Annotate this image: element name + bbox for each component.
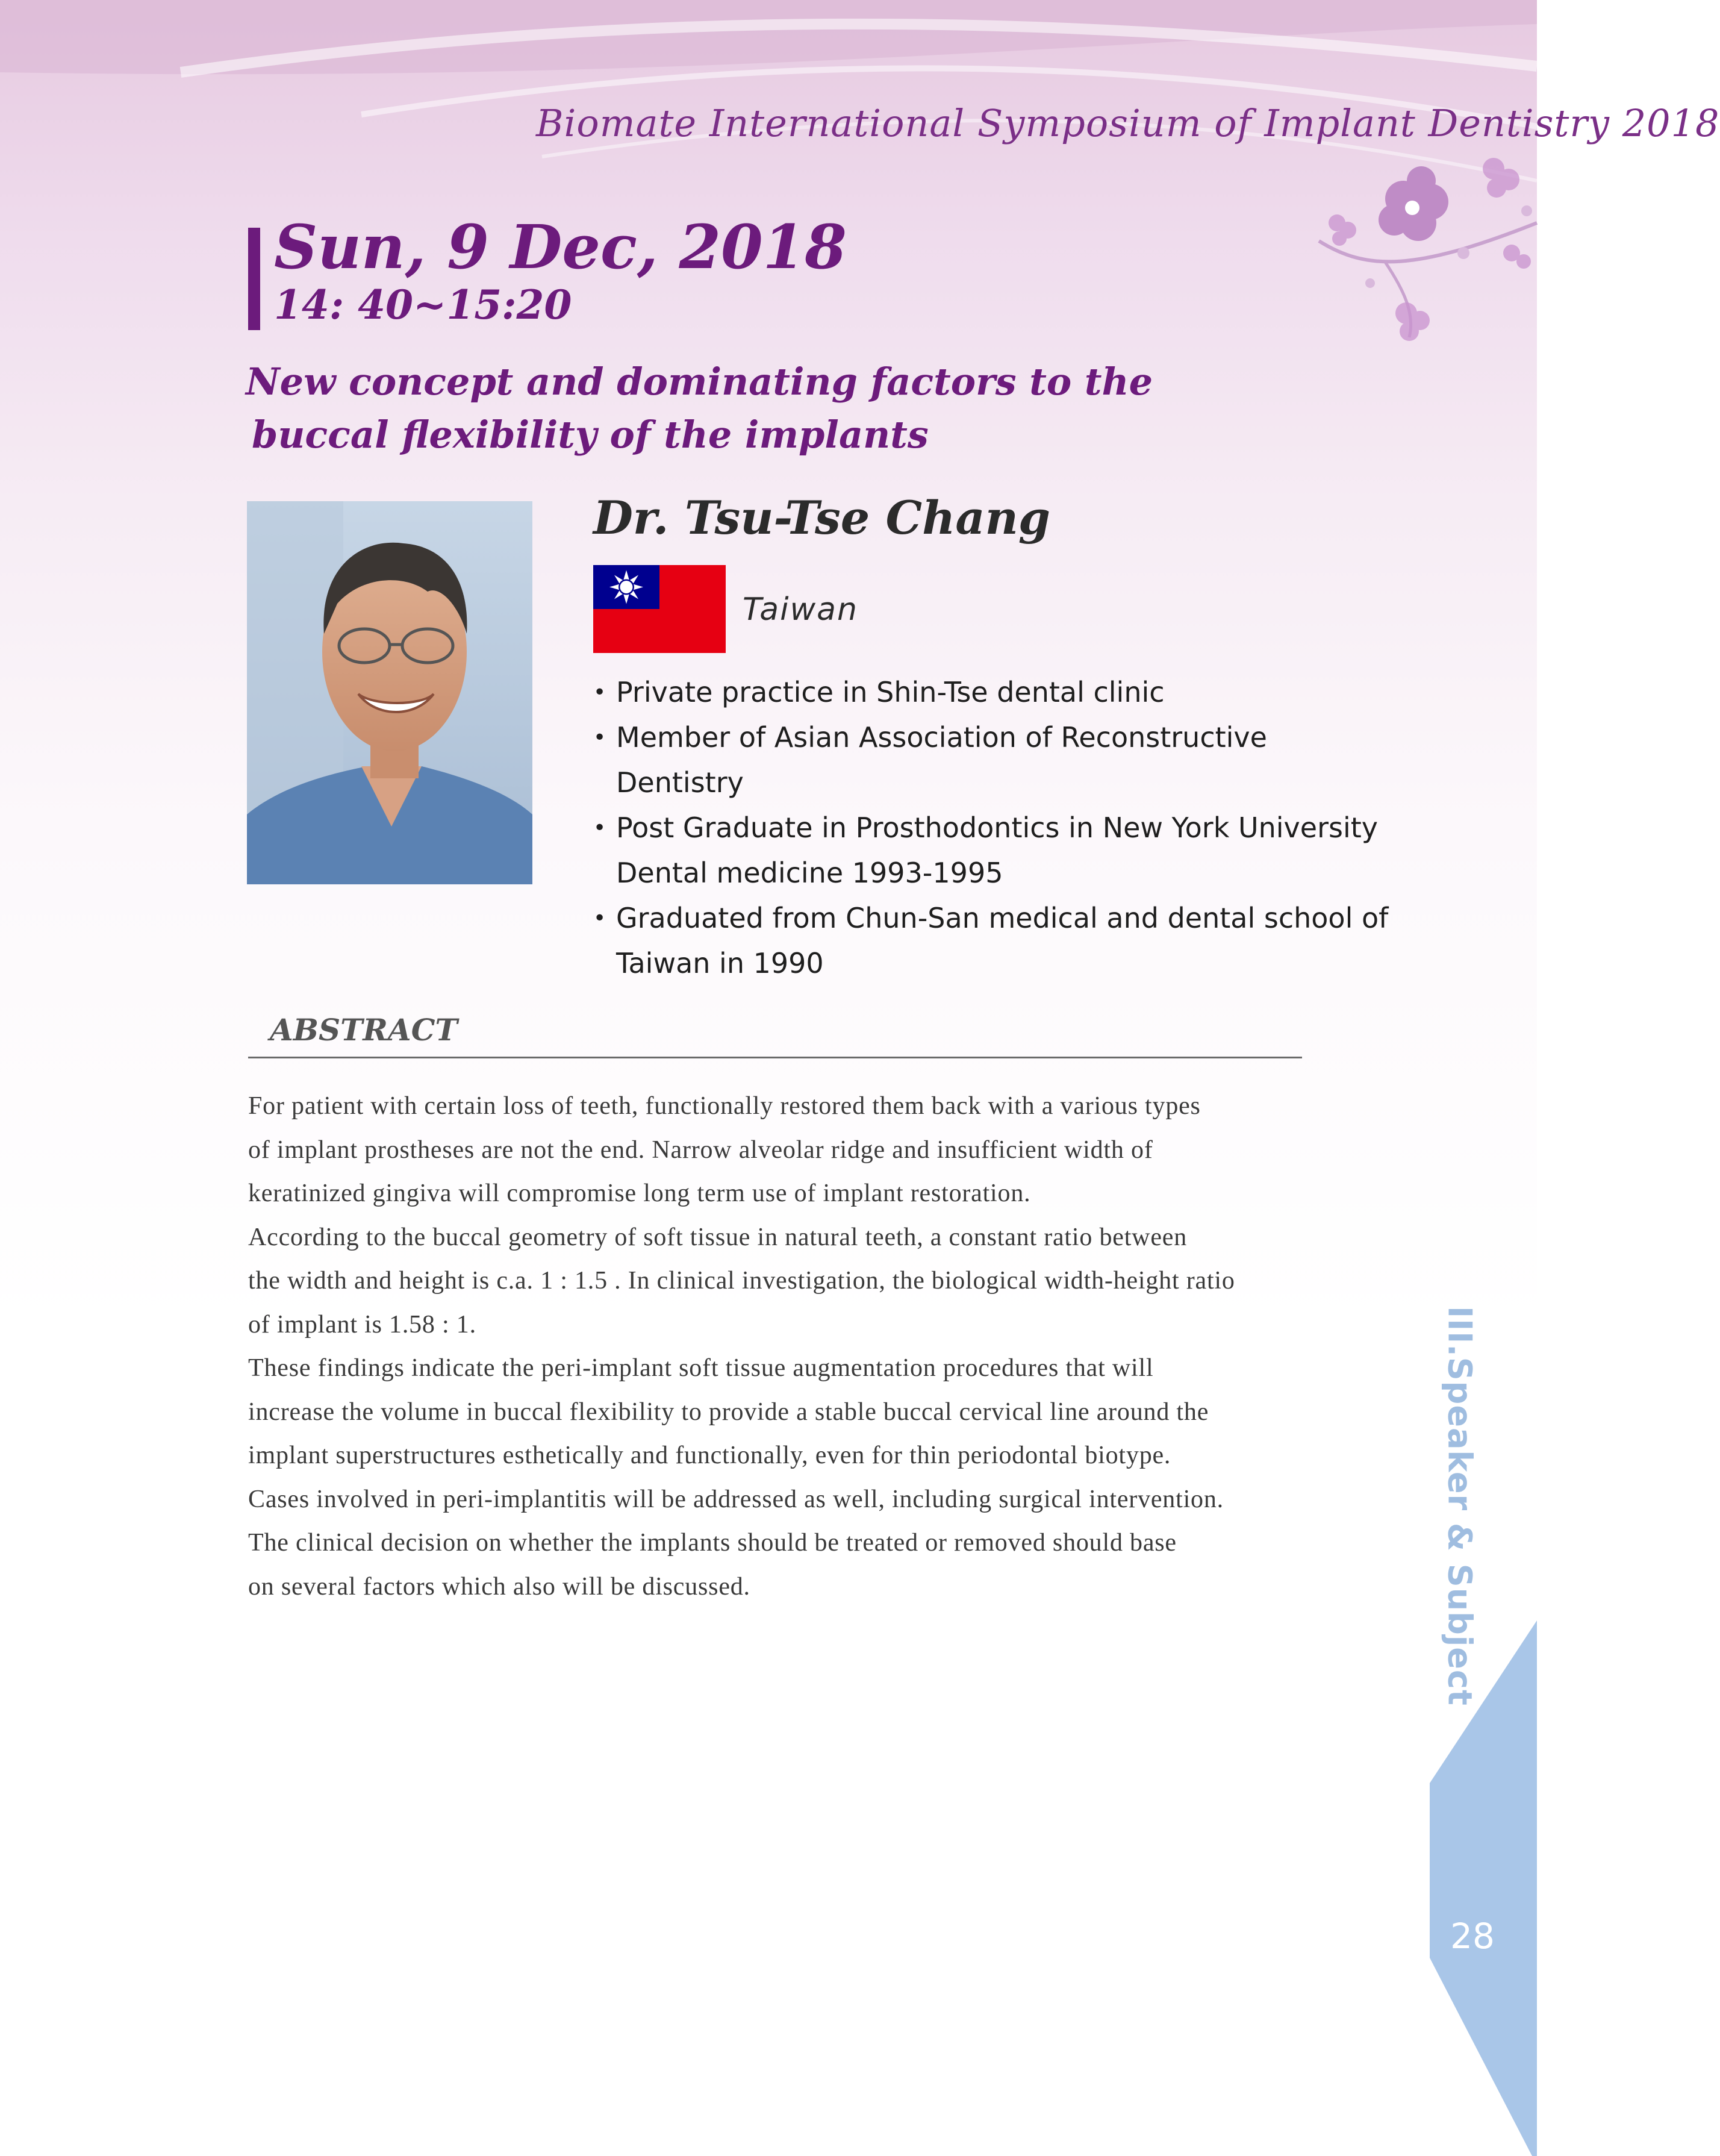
page-tab-decoration <box>1430 1620 1537 2156</box>
bio-item-line: • Member of Asian Association of Reconstructive Dentistry <box>616 721 1267 799</box>
bio-item <box>593 805 1394 896</box>
abstract-body <box>248 1084 1320 1608</box>
section-label-text: III.Speaker & Subject <box>1441 1306 1479 1706</box>
abstract-line: on several factors which also will be discussed. <box>248 1572 750 1601</box>
flower-ornament-icon <box>1313 133 1537 361</box>
abstract-line: For patient with certain loss of teeth, functionally restored them back with a various types <box>248 1092 1201 1120</box>
bio-item <box>593 670 1394 715</box>
bio-item-line: • Post Graduate in Prosthodontics in New York University <box>616 811 1378 844</box>
page-number: 28 <box>1450 1916 1495 1957</box>
abstract-divider <box>248 1057 1302 1058</box>
speaker-country: Taiwan <box>743 592 858 628</box>
abstract-line: These findings indicate the peri-implant soft tissue augmentation procedures that will <box>248 1354 1154 1382</box>
bio-item <box>593 896 1394 986</box>
abstract-line: of implant is 1.58 : 1. <box>248 1310 476 1339</box>
speaker-bio-list <box>593 670 1394 986</box>
abstract-line: According to the buccal geometry of soft tissue in natural teeth, a constant ratio between <box>248 1223 1187 1251</box>
abstract-line: of implant prostheses are not the end. Narrow alveolar ridge and insufficient width of <box>248 1136 1153 1164</box>
section-side-label <box>1418 1306 1502 1706</box>
abstract-line: Cases involved in peri-implantitis will be addressed as well, including surgical intervention. <box>248 1485 1224 1513</box>
bio-item-line: Taiwan in 1990 <box>616 947 824 980</box>
talk-title-line: New concept and dominating factors to the <box>246 360 1153 404</box>
abstract-line: keratinized gingiva will compromise long term use of implant restoration. <box>248 1180 1031 1207</box>
header-wave-decoration <box>0 0 1720 361</box>
date-accent-bar <box>248 228 260 330</box>
taiwan-flag-icon <box>593 565 726 653</box>
bio-item-line: • Graduated from Chun-San medical and dental school of <box>616 902 1389 934</box>
talk-title-line: buccal flexibility of the implants <box>252 413 929 457</box>
abstract-line: The clinical decision on whether the implants should be treated or removed should base <box>248 1529 1177 1557</box>
session-date: Sun, 9 Dec, 2018 <box>274 211 847 283</box>
abstract-line: the width and height is c.a. 1 : 1.5 . In clinical investigation, the biological width-height ratio <box>248 1267 1235 1295</box>
bio-item <box>593 715 1394 805</box>
abstract-line: implant superstructures esthetically and functionally, even for thin periodontal biotype. <box>248 1442 1171 1469</box>
symposium-title: Biomate International Symposium of Implant Dentistry 2018 <box>536 101 1720 145</box>
bio-item-line: Dental medicine 1993-1995 <box>616 857 1003 889</box>
abstract-heading: ABSTRACT <box>270 1012 458 1048</box>
talk-title <box>246 355 1270 461</box>
speaker-name: Dr. Tsu-Tse Chang <box>593 491 1051 545</box>
bio-item-line: • Private practice in Shin-Tse dental clinic <box>616 676 1165 708</box>
speaker-portrait <box>247 501 532 884</box>
abstract-line: increase the volume in buccal flexibility to provide a stable buccal cervical line around the <box>248 1398 1209 1426</box>
session-time: 14: 40~15:20 <box>274 281 572 328</box>
